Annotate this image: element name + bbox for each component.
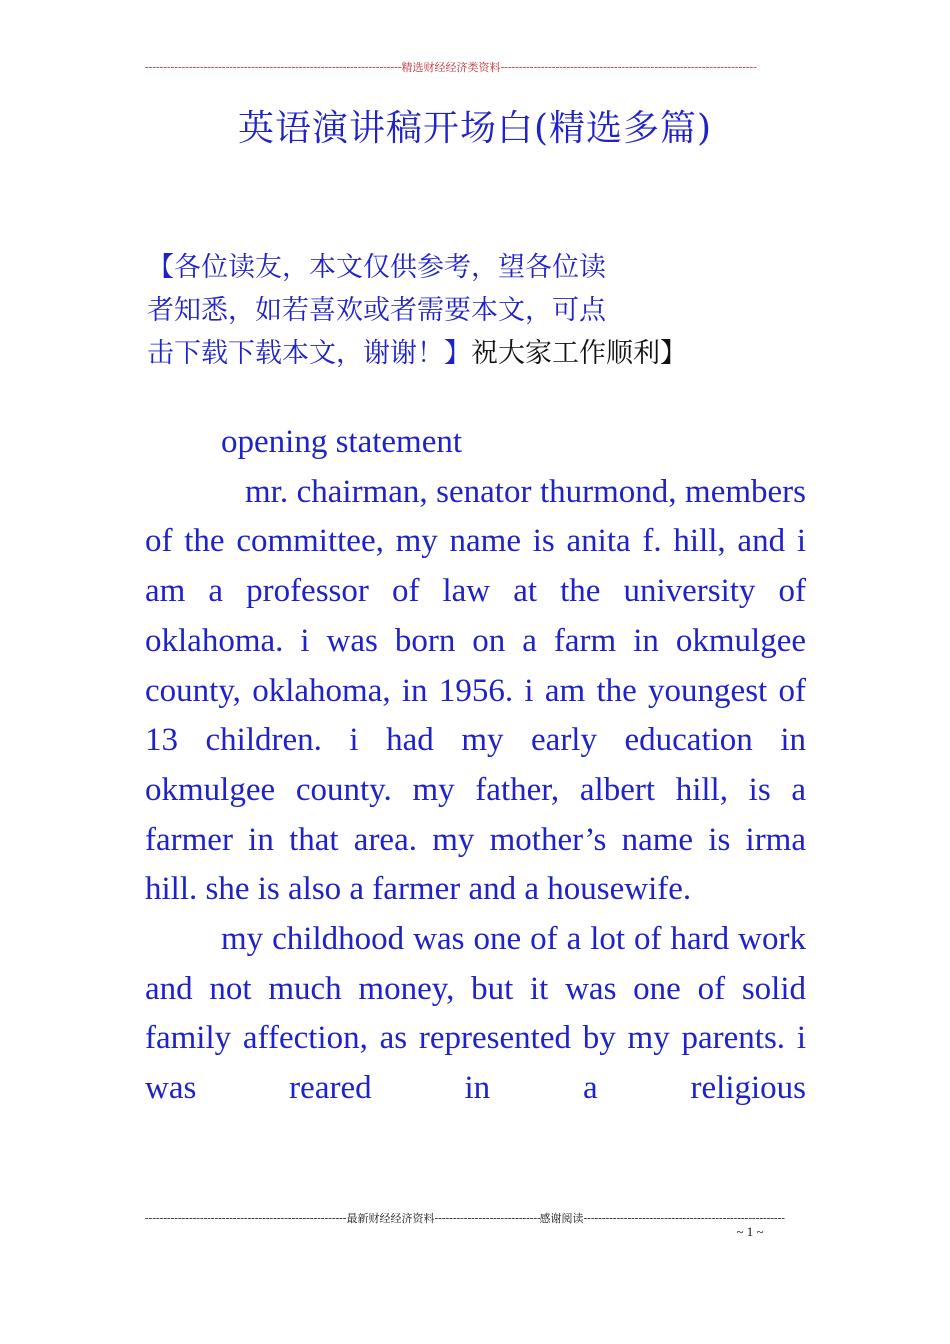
notice-line-1: 【各位读友，本文仅供参考，望各位读 [147,252,606,283]
speech-body [145,418,806,1114]
reader-notice [147,246,787,375]
header-dashes-right [501,61,758,73]
header-label: 精选财经经济类资料 [401,62,501,74]
paragraph-2: my childhood was one of a lot of hard work and not much money, but it was one of solid family affection, as represented by my parents. i was reared in a religious [145,921,806,1107]
page-header [145,59,757,75]
document-title: 英语演讲稿开场白(精选多篇) [237,108,713,149]
footer-left-label: 最新财经经济资料 [346,1213,435,1225]
page-number: ~ 1 ~ [736,1224,764,1239]
footer-dashes-left [145,1212,347,1224]
footer-dashes-right [584,1212,786,1224]
notice-line-3-tail: 祝大家工作顺利】 [471,338,687,369]
page-footer [145,1210,785,1226]
paragraph-1: mr. chairman, senator thurmond, members of the committee, my name is anita f. hill, and i am a professor of law at the university of oklahoma. i was born on a farm in okmulgee county, oklahoma, in 1956. i am the youngest of 13 children. i had my early education in okmulgee county. my father, albert hill, is a farmer in that area. my mother’s name is irma hill. she is also a farmer and a housewife. [145,473,806,908]
header-dashes-left [145,61,402,73]
footer-right-label: 感谢阅读 [539,1213,584,1225]
footer-dashes-mid [435,1212,540,1224]
notice-line-3-text: 击下载下载本文，谢谢！】 [147,338,471,369]
notice-line-3 [147,332,787,375]
notice-line-2: 者知悉，如若喜欢或者需要本文，可点 [147,295,606,326]
section-heading: opening statement [221,424,463,460]
